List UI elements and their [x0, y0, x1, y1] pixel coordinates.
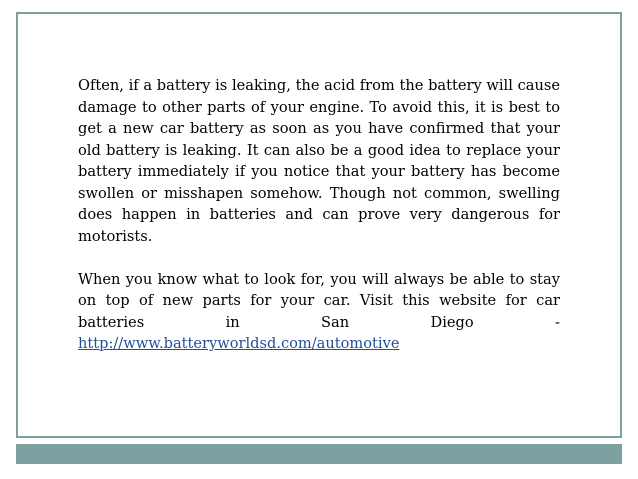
paragraph-battery-leaking: Often, if a battery is leaking, the acid from the battery will cause damage to other parts of your engine. To avoid this, it is best to get a new car battery as soon as you have confirmed that your old battery is leaking. It can also be a good idea to replace your battery immediately if you notice that your battery has become swollen or misshapen somehow. Though not common, swelling does happen in batteries and can prove very dangerous for motorists. — [78, 77, 560, 245]
slide-body — [78, 75, 560, 355]
website-link[interactable]: http://www.batteryworldsd.com/automotive — [78, 335, 400, 352]
paragraph-visit-text: When you know what to look for, you will always be able to stay on top of new parts for your car. Visit this website for car batteries in San Diego - — [78, 270, 560, 331]
footer-bar — [16, 444, 622, 464]
paragraph-visit-website — [78, 269, 560, 355]
